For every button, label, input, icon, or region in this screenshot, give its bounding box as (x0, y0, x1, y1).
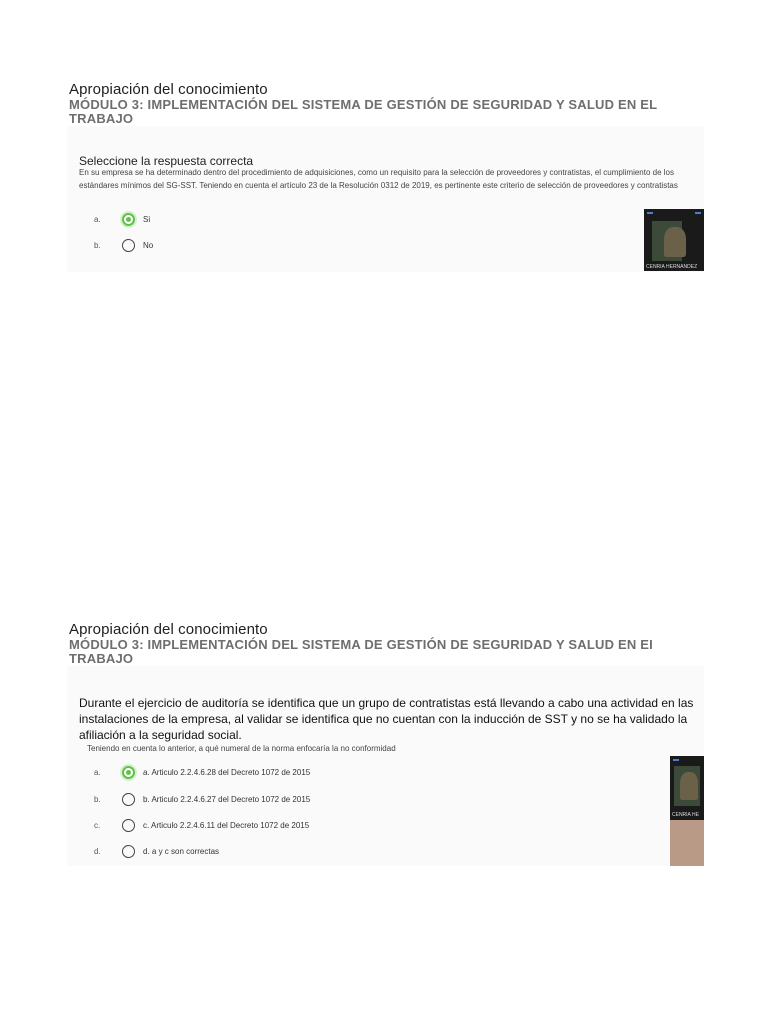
option-letter: c. (94, 820, 101, 830)
option-letter: b. (94, 240, 101, 250)
quiz-screenshot-2 (67, 618, 704, 866)
radio-empty-icon[interactable] (122, 845, 135, 858)
answer-option[interactable] (67, 210, 150, 228)
second-video-feed (670, 820, 704, 866)
question-text: En su empresa se ha determinado dentro del procedimiento de adquisiciones, como un requisito para la selección de proveedores y contratistas, el cumplimiento de los estándares mínimos del SG-SST. Teniendo en cuenta el artículo 23 de la Resolución 0312 de 2019, es pertinente este criterio de selección de proveedores y contratistas (79, 168, 678, 190)
answer-option[interactable] (67, 842, 219, 860)
answer-option[interactable] (67, 790, 310, 808)
module-title: MÓDULO 3: IMPLEMENTACIÓN DEL SISTEMA DE GESTIÓN DE SEGURIDAD Y SALUD EN EI (69, 637, 653, 652)
participant-name: CENRIA HERNANDEZ (646, 264, 698, 270)
quiz-screenshot-1 (67, 78, 704, 272)
question-heading: Seleccione la respuesta correcta (79, 154, 254, 168)
option-label: b. Articulo 2.2.4.6.27 del Decreto 1072 de 2015 (143, 794, 311, 804)
radio-selected-icon[interactable] (122, 766, 135, 779)
option-label: c. Articulo 2.2.4.6.11 del Decreto 1072 de 2015 (143, 820, 310, 830)
option-label: a. Articulo 2.2.4.6.28 del Decreto 1072 de 2015 (143, 767, 311, 777)
question-card (67, 686, 704, 866)
page-title: Apropiación del conocimiento (69, 621, 268, 638)
radio-empty-icon[interactable] (122, 819, 135, 832)
answer-option[interactable] (67, 763, 310, 781)
answer-option[interactable] (67, 236, 153, 254)
quiz-header (67, 78, 704, 126)
camera-status-icon (673, 759, 679, 761)
question-subtext: Teniendo en cuenta lo anterior, a qué numeral de la norma enfocaría la no conformidad (87, 744, 396, 753)
video-person (664, 227, 686, 257)
option-letter: b. (94, 794, 101, 804)
option-label: No (143, 240, 154, 250)
camera-status-icon (647, 212, 653, 214)
page-title: Apropiación del conocimiento (69, 81, 268, 98)
module-title-continued: TRABAJO (69, 651, 134, 666)
answer-option[interactable] (67, 816, 309, 834)
video-call-thumbnail[interactable] (644, 209, 704, 271)
question-text: Durante el ejercicio de auditoría se identifica que un grupo de contratistas está llevando a cabo una actividad en las instalaciones de la empresa, al validar se identifica que no cuentan con la inducción de SST y no se ha validado la afiliación a la seguridad social. (79, 696, 694, 742)
camera-status-icon (695, 212, 701, 214)
option-letter: a. (94, 214, 101, 224)
option-label: Si (143, 214, 151, 224)
participant-name: CENRIA HE (672, 812, 699, 818)
option-label: d. a y c son correctas (143, 846, 220, 856)
radio-selected-icon[interactable] (122, 213, 135, 226)
option-letter: d. (94, 846, 101, 856)
module-title: MÓDULO 3: IMPLEMENTACIÓN DEL SISTEMA DE GESTIÓN DE SEGURIDAD Y SALUD EN EL (69, 97, 658, 112)
option-letter: a. (94, 767, 101, 777)
radio-empty-icon[interactable] (122, 793, 135, 806)
video-call-thumbnail[interactable] (670, 756, 704, 866)
radio-empty-icon[interactable] (122, 239, 135, 252)
video-person (680, 772, 698, 800)
question-card (67, 144, 704, 272)
quiz-header (67, 618, 704, 666)
module-title-continued: TRABAJO (69, 111, 134, 126)
